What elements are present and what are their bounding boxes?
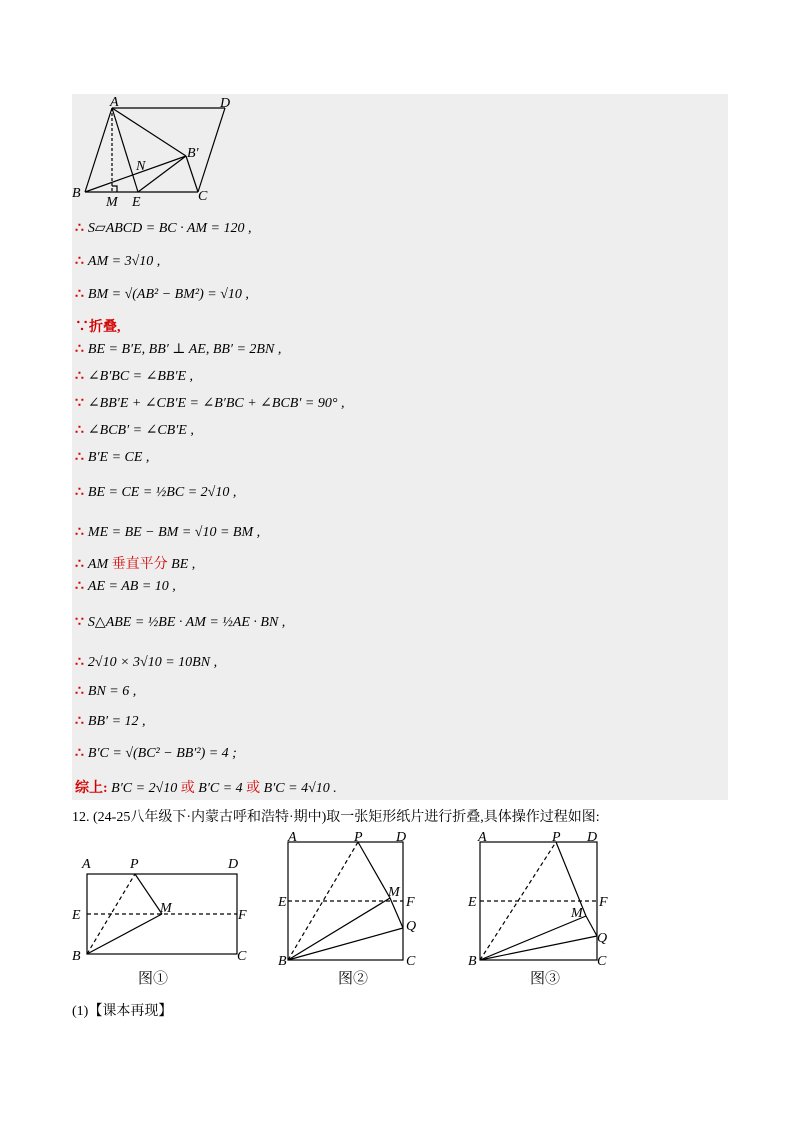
- f1-label-E: E: [72, 908, 81, 923]
- f1-label-C: C: [237, 949, 247, 964]
- solution-line-17: ∴ BB′ = 12 ,: [75, 714, 146, 729]
- f1-label-A: A: [82, 857, 91, 872]
- f2-label-B: B: [278, 954, 287, 969]
- label-Bprime: B′: [187, 146, 199, 161]
- solution-line-8: ∴ ∠BCB′ = ∠CB′E ,: [75, 423, 194, 438]
- f1-label-B: B: [72, 949, 81, 964]
- question-12-text: 12. (24-25八年级下·内蒙古呼和浩特·期中)取一张矩形纸片进行折叠,具体操作过程如图:: [72, 810, 600, 825]
- f3-label-F: F: [599, 895, 608, 910]
- solution-line-10: ∴ BE = CE = ½BC = 2√10 ,: [75, 485, 237, 500]
- caption-fig2: 图②: [338, 971, 369, 987]
- f2-label-C: C: [406, 954, 416, 969]
- fold-figure-2: [276, 828, 426, 990]
- question-12-part1: (1)【课本再现】: [72, 1004, 173, 1019]
- f1-label-D: D: [228, 857, 239, 872]
- parallelogram-figure: [70, 94, 250, 208]
- fold-figure-3: [466, 828, 616, 990]
- solution-line-11: ∴ ME = BE − BM = √10 = BM ,: [75, 525, 261, 540]
- f1-label-M: M: [160, 901, 172, 916]
- f3-label-E: E: [468, 895, 477, 910]
- f2-label-F: F: [406, 895, 415, 910]
- solution-line-6: ∴ ∠B′BC = ∠BB′E ,: [75, 369, 194, 384]
- f2-label-D: D: [396, 830, 407, 845]
- f2-label-A: A: [288, 830, 297, 845]
- solution-line-13: ∴ AE = AB = 10 ,: [75, 579, 176, 594]
- fold-figure-1: [70, 850, 260, 990]
- solution-line-14: ∵ S△ABE = ½BE · AM = ½AE · BN ,: [75, 615, 286, 630]
- label-C: C: [198, 189, 208, 204]
- f1-label-P: P: [130, 857, 139, 872]
- solution-line-16: ∴ BN = 6 ,: [75, 684, 137, 699]
- label-M: M: [106, 195, 118, 208]
- f3-label-C: C: [597, 954, 607, 969]
- solution-summary: 综上: B′C = 2√10 或 B′C = 4 或 B′C = 4√10 .: [75, 781, 337, 796]
- f3-label-B: B: [468, 954, 477, 969]
- f1-label-F: F: [238, 908, 247, 923]
- caption-fig1: 图①: [138, 971, 169, 987]
- f2-label-M: M: [388, 885, 400, 900]
- solution-line-3: ∴ BM = √(AB² − BM²) = √10 ,: [75, 287, 249, 302]
- f3-label-A: A: [478, 830, 487, 845]
- label-E: E: [132, 195, 141, 208]
- solution-line-18: ∴ B′C = √(BC² − BB′²) = 4 ;: [75, 746, 237, 761]
- label-A: A: [110, 95, 119, 110]
- f3-label-D: D: [587, 830, 598, 845]
- solution-line-fold: ∵折叠,: [75, 320, 121, 335]
- solution-line-9: ∴ B′E = CE ,: [75, 450, 150, 465]
- f2-label-E: E: [278, 895, 287, 910]
- f3-label-P: P: [552, 830, 561, 845]
- solution-line-perp: ∴ AM 垂直平分 BE ,: [75, 557, 196, 572]
- caption-fig3: 图③: [530, 971, 561, 987]
- f3-label-M: M: [571, 906, 583, 921]
- label-D: D: [220, 96, 231, 111]
- label-N: N: [136, 159, 146, 174]
- solution-line-15: ∴ 2√10 × 3√10 = 10BN ,: [75, 655, 218, 670]
- solution-line-5: ∴ BE = B′E, BB′ ⊥ AE, BB′ = 2BN ,: [75, 342, 282, 357]
- solution-line-1: ∴ S▱ABCD = BC · AM = 120 ,: [75, 221, 252, 236]
- solution-line-7: ∵ ∠BB′E + ∠CB′E = ∠B′BC + ∠BCB′ = 90° ,: [75, 396, 345, 411]
- solution-line-2: ∴ AM = 3√10 ,: [75, 254, 161, 269]
- f2-label-Q: Q: [406, 919, 417, 934]
- f3-label-Q: Q: [597, 931, 608, 946]
- label-B: B: [72, 186, 81, 201]
- f2-label-P: P: [354, 830, 363, 845]
